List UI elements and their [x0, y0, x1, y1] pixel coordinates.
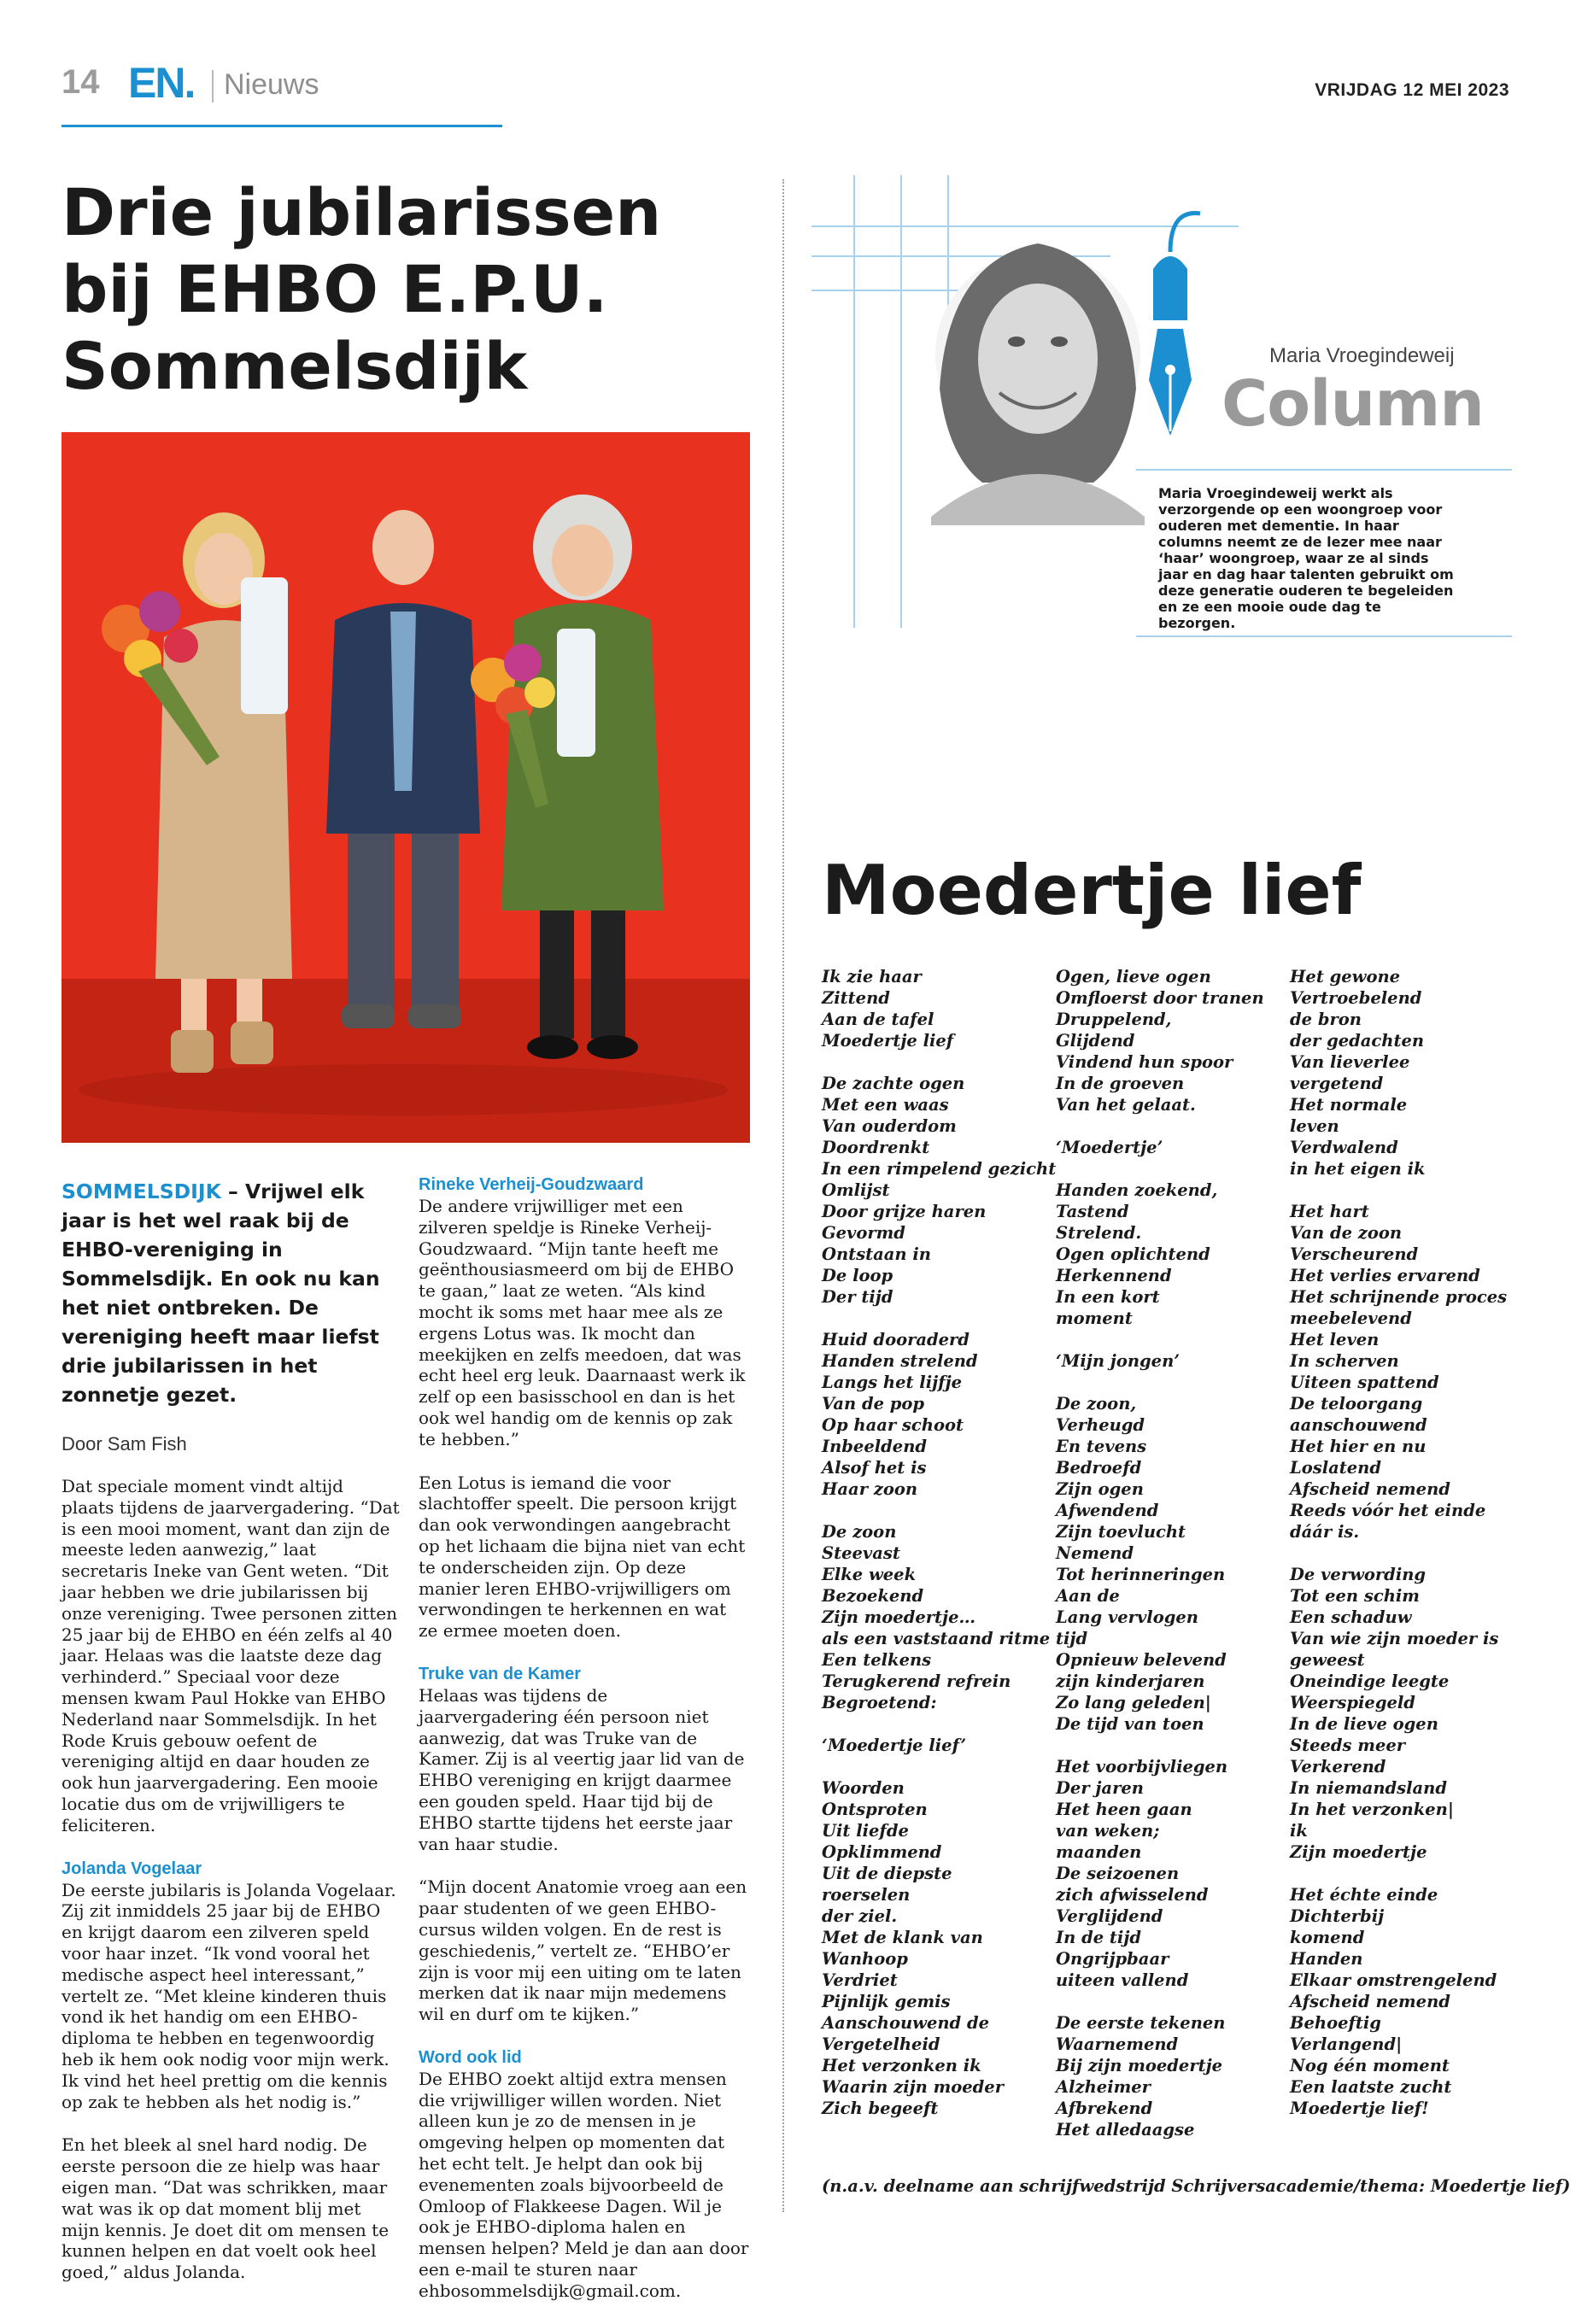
poem-line: in het eigen ik [1290, 1159, 1426, 1179]
header-rule [62, 125, 502, 127]
poem-line: meebelevend [1290, 1308, 1412, 1328]
poem-line: Het hart [1290, 1202, 1369, 1221]
poem-line: Huid dooraderd [822, 1330, 970, 1349]
body-paragraph: “Mijn docent Anatomie vroeg aan een paar studenten of we geen EHBO-cursus wilden volgen. En de rest is geschiedenis,” vertelt ze. “EHBO’er zijn is voor mij een uiting om te laten merken dat ik naar mijn medemens wil en durf om te kijken.” [419, 1876, 747, 2025]
column-divider [782, 179, 784, 2212]
poem-line: Reeds vóór het einde [1290, 1501, 1486, 1520]
poem-column-2 [1056, 966, 1286, 2140]
poem-line [1056, 1158, 1286, 1180]
poem-line: Zo lang geleden| [1056, 1693, 1211, 1712]
poem-line [1056, 1735, 1286, 1756]
column-author: Maria Vroegindeweij [1269, 344, 1455, 367]
poem-line: Handen [1290, 1949, 1363, 1969]
poem-line: Vindend hun spoor [1056, 1052, 1233, 1072]
poem-line: Nemend [1056, 1543, 1134, 1563]
poem-line: Tot een schim [1290, 1586, 1420, 1606]
poem-line: Het alledaagse [1056, 2120, 1195, 2140]
poem-line: Het gewone [1290, 967, 1401, 986]
poem-line: leven [1290, 1116, 1339, 1136]
poem-line: Alzheimer [1056, 2077, 1151, 2097]
poem-line: Uit liefde [822, 1821, 909, 1841]
poem-line [822, 1756, 1052, 1777]
poem-line: zich afwisselend [1056, 1885, 1209, 1905]
poem-line: Behoeftig [1290, 2013, 1381, 2033]
poem-line: Vertroebelend [1290, 988, 1422, 1008]
poem-line: Bedroefd [1056, 1458, 1142, 1478]
poem-line: Inbeeldend [822, 1437, 928, 1456]
poem-line: De zoon, [1056, 1394, 1137, 1414]
poem-line [1056, 1329, 1286, 1350]
poem-line: In de lieve ogen [1290, 1714, 1438, 1734]
poem-line: Verscheurend [1290, 1244, 1419, 1264]
poem-line: Waarnemend [1056, 2034, 1179, 2054]
poem-line: Met de klank van [822, 1928, 983, 1947]
poem-line: Omfloerst door tranen [1056, 988, 1264, 1008]
poem-line: Ogen, lieve ogen [1056, 967, 1211, 986]
body-paragraph: Helaas was tijdens de jaarvergadering één persoon niet aanwezig, dat was Truke van de Kamer. Zij is al veertig jaar lid van de EHBO vereniging en krijgt daarmee een gouden speld. Haar tijd bij de EHBO startte tijdens het eerste jaar van haar studie. [419, 1684, 745, 1854]
poem-line: Het normale [1290, 1095, 1408, 1115]
headline-line: bij EHBO E.P.U. [62, 251, 608, 327]
poem-line: Zich begeeft [822, 2099, 939, 2118]
poem-line: Verdwalend [1290, 1138, 1398, 1157]
poem-line: Loslatend [1290, 1458, 1381, 1478]
poem-line: tijd [1056, 1629, 1088, 1648]
jubilarissen-photo [62, 432, 750, 1143]
poem-line: En tevens [1056, 1437, 1147, 1456]
poem-line: Begroetend: [822, 1693, 937, 1712]
body-paragraph: Een Lotus is iemand die voor slachtoffer speelt. Die persoon krijgt dan ook verwondingen aangebracht op het lichaam die bijna niet van echt te onderscheiden zijn. Op deze manier leren EHBO-vrijwilligers om verwondingen te herkennen en wat ze ermee moeten doen. [419, 1472, 746, 1642]
poem-line: zijn kinderjaren [1056, 1671, 1205, 1691]
body-paragraph: Dat speciale moment vindt altijd plaats tijdens de jaarvergadering. “Dat is een mooi moment, want dan zijn de meeste leden aanwezig,” laat secretaris Ineke van Gent weten. “Dit jaar hebben we drie jubilarissen bij onze vereniging. Twee personen zitten 25 jaar bij de EHBO en één zelfs al 40 jaar. Helaas was die laatste deze dag verhinderd.” Speciaal voor deze mensen kwam Paul Hokke van EHBO Nederland naar Sommelsdijk. In het Rode Kruis gebouw oefent de vereniging altijd en daar houden ze ook hun jaarvergadering. Een mooie locatie dus om de vrijwilligers te feliciteren. [62, 1476, 400, 1835]
fountain-pen-icon [1149, 214, 1200, 436]
article-headline [62, 174, 728, 405]
poem-line: In de groeven [1056, 1074, 1185, 1093]
page-number: 14 [62, 63, 100, 101]
byline: Door Sam Fish [62, 1433, 187, 1455]
poem-line: Een laatste zucht [1290, 2077, 1452, 2097]
poem-line: aanschouwend [1290, 1415, 1427, 1435]
intro-text: – Vrijwel elk jaar is het wel raak bij de EHBO-vereniging in Sommelsdijk. En ook nu kan het niet ontbreken. De vereniging heeft maar liefst drie jubilarissen in het zonnetje gezet. [62, 1180, 380, 1407]
poem-line: In een kort [1056, 1287, 1160, 1307]
poem-line: Pijnlijk gemis [822, 1992, 951, 2011]
poem-column-1 [822, 966, 1057, 2119]
poem-footnote: (n.a.v. deelname aan schrijfwedstrijd Schrijversacademie/thema: Moedertje lief) [822, 2176, 1571, 2196]
poem-line: Weerspiegeld [1290, 1693, 1415, 1712]
poem-line: ‘Moedertje lief’ [822, 1736, 967, 1755]
poem-line: Het schrijnende proces [1290, 1287, 1508, 1307]
article-column-2 [419, 1174, 750, 2324]
poem-line: Van de pop [822, 1394, 925, 1414]
poem-line: Verglijdend [1056, 1906, 1163, 1926]
poem-line: Het hier en nu [1290, 1437, 1427, 1456]
poem-line: ‘Mijn jongen’ [1056, 1351, 1181, 1371]
poem-line: De seizoenen [1056, 1864, 1180, 1883]
poem-line: Ontstaan in [822, 1244, 931, 1264]
poem-line: Nog één moment [1290, 2056, 1450, 2075]
poem-line: Verdriet [822, 1970, 898, 1990]
newspaper-logo: EN. [128, 59, 195, 107]
poem-line [822, 1051, 1052, 1073]
poem-line: Der jaren [1056, 1778, 1144, 1798]
poem-line: Ogen oplichtend [1056, 1244, 1210, 1264]
poem-line [1056, 1115, 1286, 1137]
poem-line: Opnieuw belevend [1056, 1650, 1227, 1670]
body-paragraph: De andere vrijwilliger met een zilveren speldje is Rineke Verheij-Goudzwaard. “Mijn tante heeft me geënthousiasmeerd om bij de EHBO te gaan,” laat ze weten. “Als kind mocht ik soms met haar mee als ze ergens Lotus was. Ik mocht dan meekijken en zelfs meedoen, dat was echt heel erg leuk. Daarnaast werk ik zelf op een basisschool en dan is het ook wel handig om de kennis op zak te hebben.” [419, 1196, 746, 1449]
poem-line: Het voorbijvliegen [1056, 1757, 1228, 1777]
photo-illustration [62, 432, 750, 1143]
poem-line [1056, 1991, 1286, 2012]
poem-line: De zoon [822, 1522, 897, 1542]
poem-line [822, 1713, 1052, 1735]
poem-line: Doordrenkt [822, 1138, 930, 1157]
headline-line: Drie jubilarissen [62, 174, 662, 250]
poem-line: In het verzonken| [1290, 1800, 1454, 1819]
poem-title: Moedertje lief [822, 851, 1362, 930]
poem-line: Ik zie haar [822, 967, 922, 986]
poem-line: vergetend [1290, 1074, 1384, 1093]
poem-line: Een telkens [822, 1650, 932, 1670]
poem-line: Het verzonken ik [822, 2056, 981, 2075]
poem-line: Afwendend [1056, 1501, 1159, 1520]
poem-line: Het heen gaan [1056, 1800, 1192, 1819]
poem-line: Handen zoekend, [1056, 1180, 1218, 1200]
poem-line: Van lieverlee [1290, 1052, 1410, 1072]
poem-line: geweest [1290, 1650, 1365, 1670]
poem-line [822, 1500, 1052, 1521]
poem-line: De tijd van toen [1056, 1714, 1204, 1734]
subheading: Jolanda Vogelaar [62, 1859, 202, 1878]
poem-line: Langs het lijfje [822, 1373, 963, 1392]
poem-line: Bij zijn moedertje [1056, 2056, 1223, 2075]
poem-line: Glijdend [1056, 1031, 1135, 1051]
poem-line: Moedertje lief! [1290, 2099, 1429, 2118]
poem-line: Verlangend| [1290, 2034, 1403, 2054]
article-column-1 [62, 1476, 400, 2305]
poem-line: In een rimpelend gezicht [822, 1159, 1057, 1179]
poem-line: Woorden [822, 1778, 905, 1798]
poem-line: Aan de tafel [822, 1010, 934, 1029]
poem-line: Met een waas [822, 1095, 949, 1115]
poem-line: Zijn moedertje… [822, 1607, 975, 1627]
poem-line: de bron [1290, 1010, 1362, 1029]
subheading: Word ook lid [419, 2047, 522, 2067]
poem-line: Het échte einde [1290, 1885, 1438, 1905]
poem-line: Afscheid nemend [1290, 1479, 1450, 1499]
poem-column-3 [1290, 966, 1520, 2119]
headline-line: Sommelsdijk [62, 328, 528, 404]
poem-line: Omlijst [822, 1180, 890, 1200]
poem-line: De loop [822, 1266, 893, 1285]
poem-line: Tot herinneringen [1056, 1565, 1226, 1584]
poem-line: Aanschouwend de [822, 2013, 989, 2033]
poem-line [1290, 1180, 1520, 1201]
poem-line: der gedachten [1290, 1031, 1425, 1051]
poem-line: Zijn toevlucht [1056, 1522, 1186, 1542]
poem-line: Elkaar omstrengelend [1290, 1970, 1497, 1990]
poem-line: De zachte ogen [822, 1074, 965, 1093]
poem-line: Bezoekend [822, 1586, 924, 1606]
poem-line: De eerste tekenen [1056, 2013, 1226, 2033]
poem-line: Tastend [1056, 1202, 1129, 1221]
poem-line: De teloorgang [1290, 1394, 1423, 1414]
poem-line: Afscheid nemend [1290, 1992, 1450, 2011]
subheading: Rineke Verheij-Goudzwaard [419, 1175, 644, 1194]
poem-line: Strelend. [1056, 1223, 1142, 1243]
poem-line: Waarin zijn moeder [822, 2077, 1004, 2097]
column-label: Column [1222, 367, 1484, 441]
column-author-bio: Maria Vroegindeweij werkt als verzorgende op een woongroep voor ouderen met dementie. In haar columns neemt ze de lezer mee naar ‘haar’ woongroep, waar ze al sinds jaar en dag haar talenten gebruikt om deze generatie ouderen te begeleiden en ze een mooie oude dag te bezorgen. [1158, 485, 1454, 631]
poem-line: maanden [1056, 1842, 1142, 1862]
poem-line: Steeds meer [1290, 1736, 1406, 1755]
body-paragraph: De eerste jubilaris is Jolanda Vogelaar. Zij zit inmiddels 25 jaar bij de EHBO en krijgt daarom een zilveren speld voor haar inzet. “Ik vond vooral het medische aspect heel interessant,” vertelt ze. “Met kleine kinderen thuis vond ik het handig om een EHBO-diploma te hebben en tegenwoordig heb ik hem ook nodig voor mijn werk. Ik vind het heel prettig om die kennis op zak te hebben als het nodig is.” [62, 1879, 396, 2112]
poem-line: Herkennend [1056, 1266, 1172, 1285]
poem-line: Terugkerend refrein [822, 1671, 1011, 1691]
poem-line: Dichterbij [1290, 1906, 1385, 1926]
poem-line: Het verlies ervarend [1290, 1266, 1480, 1285]
poem-line: als een vaststaand ritme [822, 1629, 1051, 1648]
poem-line: Alsof het is [822, 1458, 927, 1478]
poem-line: uiteen vallend [1056, 1970, 1189, 1990]
poem-line: Der tijd [822, 1287, 893, 1307]
body-paragraph: En het bleek al snel hard nodig. De eerste persoon die ze hielp was haar eigen man. “Dat was schrikken, maar wat was ik op dat moment blij met mijn kennis. Je doet dit om mensen te kunnen helpen en dat voelt ook heel goed,” aldus Jolanda. [62, 2134, 390, 2283]
poem-line: roerselen [822, 1885, 911, 1905]
poem-line [1056, 1372, 1286, 1393]
poem-line: Van ouderdom [822, 1116, 957, 1136]
poem-line: Uiteen spattend [1290, 1373, 1439, 1392]
poem-line: In scherven [1290, 1351, 1399, 1371]
poem-line: Verkerend [1290, 1757, 1386, 1777]
poem-line: In de tijd [1056, 1928, 1142, 1947]
dateline-place: SOMMELSDIJK [62, 1180, 221, 1203]
issue-date: VRIJDAG 12 MEI 2023 [1315, 80, 1509, 100]
header-divider [212, 70, 214, 102]
poem-line: Op haar schoot [822, 1415, 964, 1435]
poem-line: Lang vervlogen [1056, 1607, 1198, 1627]
poem-line: Elke week [822, 1565, 917, 1584]
poem-line: komend [1290, 1928, 1365, 1947]
poem-line: Van de zoon [1290, 1223, 1403, 1243]
poem-line: dáár is. [1290, 1522, 1360, 1542]
poem-line: ik [1290, 1821, 1308, 1841]
poem-line: Handen strelend [822, 1351, 978, 1371]
section-label: Nieuws [224, 68, 319, 101]
poem-line: Van wie zijn moeder is [1290, 1629, 1499, 1648]
poem-line [1290, 1863, 1520, 1884]
poem-line: moment [1056, 1308, 1133, 1328]
body-paragraph: De EHBO zoekt altijd extra mensen die vrijwilliger willen worden. Niet alleen kun je zo de mensen in je omgeving helpen op momenten dat het echt telt. Je helpt dan ook bij evenementen zoals bijvoorbeeld de Omloop of Flakkeese Dagen. Wil je ook je EHBO-diploma halen en mensen helpen? Meld je dan aan door een e-mail te sturen naar ehbosommelsdijk@gmail.com. [419, 2068, 749, 2301]
poem-line: Ongrijpbaar [1056, 1949, 1169, 1969]
poem-line: De verwording [1290, 1565, 1427, 1584]
poem-line: der ziel. [822, 1906, 898, 1926]
poem-line: Het leven [1290, 1330, 1380, 1349]
poem-line: Zijn ogen [1056, 1479, 1144, 1499]
poem-line [1290, 1543, 1520, 1564]
poem-line: Druppelend, [1056, 1010, 1172, 1029]
poem-line: Een schaduw [1290, 1607, 1412, 1627]
poem-line: Steevast [822, 1543, 900, 1563]
poem-line: Van het gelaat. [1056, 1095, 1196, 1115]
poem-line: Zittend [822, 988, 890, 1008]
poem-line: Afbrekend [1056, 2099, 1153, 2118]
poem-line: Uit de diepste [822, 1864, 952, 1883]
poem-line: Opklimmend [822, 1842, 942, 1862]
poem-line: Wanhoop [822, 1949, 908, 1969]
poem-line: In niemandsland [1290, 1778, 1447, 1798]
poem-line: Aan de [1056, 1586, 1120, 1606]
poem-line: Moedertje lief [822, 1031, 954, 1051]
poem-line: van weken; [1056, 1821, 1160, 1841]
poem-line: Oneindige leegte [1290, 1671, 1450, 1691]
poem-line: Ontsproten [822, 1800, 928, 1819]
poem-line: Verheugd [1056, 1415, 1145, 1435]
poem-line: Haar zoon [822, 1479, 918, 1499]
poem-line: Gevormd [822, 1223, 905, 1243]
article-intro [62, 1177, 400, 1409]
poem-line [822, 1308, 1052, 1329]
poem-line: ‘Moedertje’ [1056, 1138, 1163, 1157]
author-portrait [931, 243, 1145, 525]
poem-line: Door grijze haren [822, 1202, 987, 1221]
subheading: Truke van de Kamer [419, 1664, 582, 1683]
poem-line: Zijn moedertje [1290, 1842, 1427, 1862]
poem-line: Vergetelheid [822, 2034, 940, 2054]
